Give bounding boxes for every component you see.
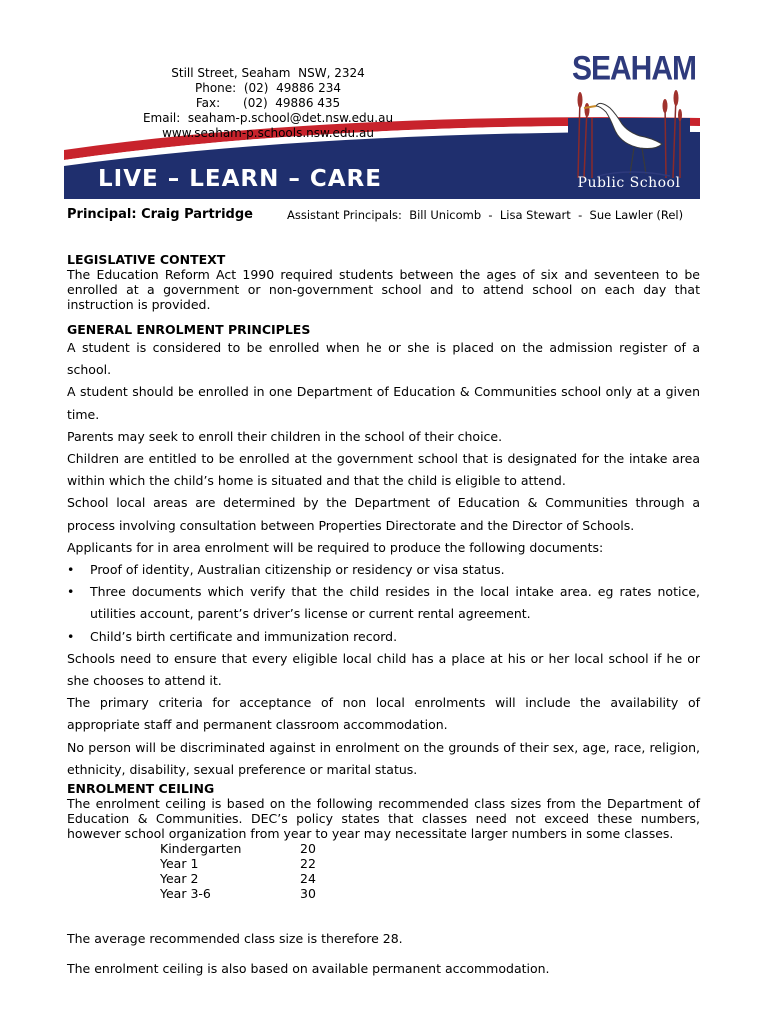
bullet-icon: •	[67, 584, 75, 600]
legislative-context-section	[67, 252, 700, 312]
list-item	[67, 581, 700, 625]
paragraph: The enrolment ceiling is also based on available permanent accommodation.	[67, 961, 550, 977]
assistant-principals: Assistant Principals: Bill Unicomb - Lisa Stewart - Sue Lawler (Rel)	[287, 208, 684, 222]
class-name: Year 2	[160, 871, 199, 887]
class-name: Kindergarten	[160, 841, 242, 857]
class-size: 22	[300, 856, 316, 872]
paragraph: A student is considered to be enrolled when he or she is placed on the admission register of a school.	[67, 340, 700, 378]
paragraph: Applicants for in area enrolment will be required to produce the following documents:	[67, 539, 604, 555]
general-enrolment-section	[67, 322, 700, 781]
list-item	[67, 626, 700, 648]
letterhead	[0, 0, 770, 205]
paragraph: Schools need to ensure that every eligible local child has a place at his or her local school if he or she chooses to attend it.	[67, 650, 700, 689]
paragraph: The average recommended class size is therefore 28.	[67, 931, 403, 947]
required-documents-list	[67, 559, 700, 648]
address: Still Street, Seaham NSW, 2324	[171, 66, 365, 80]
class-size: 20	[300, 841, 316, 857]
table-row	[160, 871, 700, 886]
list-item-text: Three documents which verify that the child resides in the local intake area. eg rates notice, utilities account, parent’s driver’s license or current rental agreement.	[90, 584, 700, 622]
class-size-table	[160, 841, 700, 901]
paragraph: No person will be discriminated against in enrolment on the grounds of their sex, age, race, religion, ethnicity, disability, sexual preference or marital status.	[67, 739, 700, 777]
fax: Fax: (02) 49886 435	[195, 96, 341, 110]
bullet-icon: •	[67, 562, 75, 578]
list-item	[67, 559, 700, 581]
school-logo-title: SEAHAM	[572, 49, 697, 88]
email: Email: seaham-p.school@det.nsw.edu.au	[142, 111, 394, 125]
paragraph: Children are entitled to be enrolled at the government school that is designated for the intake area within which the child’s home is situated and that the child is eligible to attend.	[67, 451, 700, 489]
enrolment-ceiling-section	[67, 781, 700, 976]
table-row	[160, 841, 700, 856]
table-row	[160, 856, 700, 871]
paragraph: School local areas are determined by the Department of Education & Communities through a process involving consultation between Properties Directorate and the Director of Schools.	[67, 495, 700, 533]
principal-name: Principal: Craig Partridge	[67, 207, 253, 222]
paragraph: Parents may seek to enroll their children in the school of their choice.	[67, 428, 503, 444]
section-heading: GENERAL ENROLMENT PRINCIPLES	[67, 322, 311, 337]
section-heading: LEGISLATIVE CONTEXT	[67, 252, 226, 267]
paragraph: The Education Reform Act 1990 required students between the ages of six and seventeen to be enrolled at a government or non-government school and to attend school on each day that instruction is provided.	[67, 267, 700, 312]
phone: Phone: (02) 49886 234	[195, 81, 341, 95]
list-item-text: Child’s birth certificate and immunization record.	[90, 628, 398, 644]
table-row	[160, 886, 700, 901]
class-name: Year 3-6	[160, 886, 211, 902]
document-body	[67, 252, 700, 989]
list-item-text: Proof of identity, Australian citizenship or residency or visa status.	[90, 562, 505, 578]
paragraph: The enrolment ceiling is based on the following recommended class sizes from the Department of Education & Communities. DEC’s policy states that classes need not exceed these numbers, however school organization from year to year may necessitate larger numbers in some classes.	[67, 796, 700, 842]
heron-logo-icon	[570, 78, 690, 183]
class-size: 30	[300, 886, 316, 902]
website: www.seaham-p.schools.nsw.edu.au	[162, 126, 374, 140]
paragraph: A student should be enrolled in one Department of Education & Communities school only at a given time.	[67, 384, 700, 422]
section-heading: ENROLMENT CEILING	[67, 781, 215, 797]
paragraph: The primary criteria for acceptance of non local enrolments will include the availability of appropriate staff and permanent classroom accommodation.	[67, 695, 700, 733]
class-name: Year 1	[160, 856, 199, 872]
school-motto: LIVE – LEARN – CARE	[98, 166, 382, 192]
contact-details	[118, 66, 418, 141]
bullet-icon: •	[67, 628, 75, 644]
school-logo-subtitle: Public School	[577, 175, 681, 191]
class-size: 24	[300, 871, 316, 887]
